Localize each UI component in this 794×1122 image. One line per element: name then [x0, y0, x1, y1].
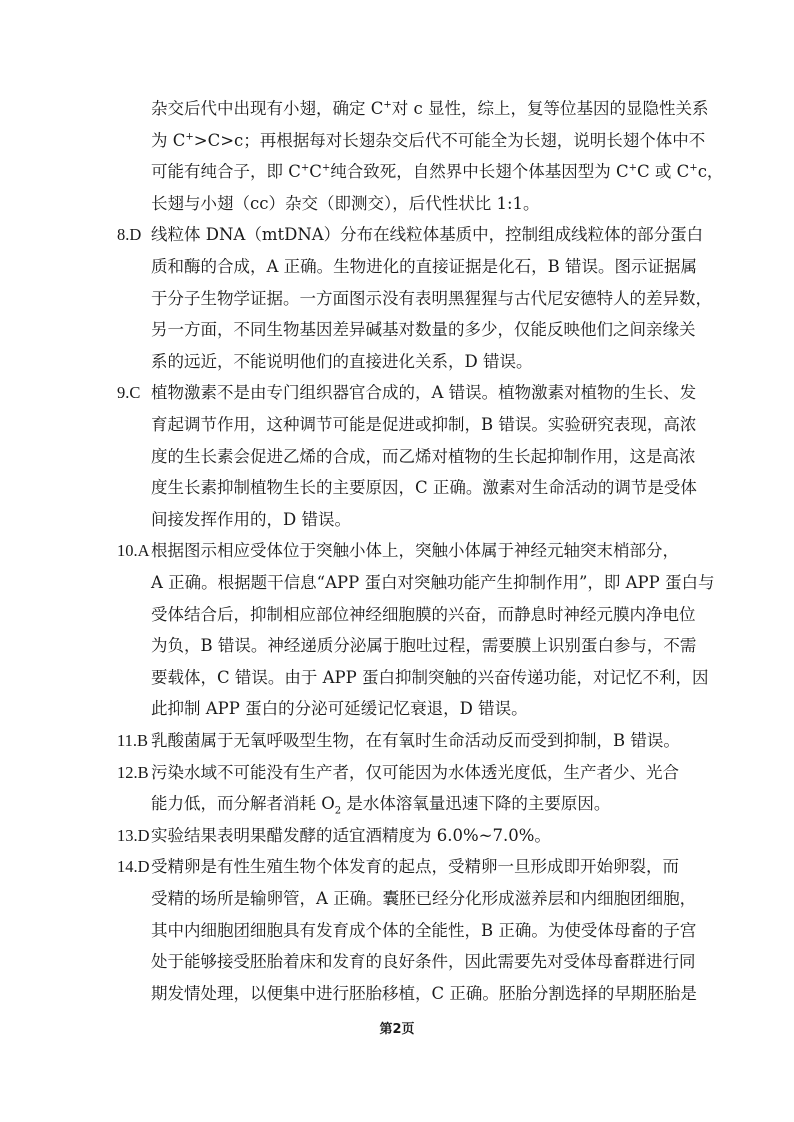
text-run: 系的远近，不能说明他们的直接进化关系，D 错误。 — [151, 351, 533, 371]
text-run: 育起调节作用，这种调节可能是促进或抑制，B 错误。实验研究表现，高浓 — [151, 415, 697, 434]
text-run: 要载体，C 错误。由于 APP 蛋白抑制突触的兴奋传递功能，对记忆不利，因 — [151, 667, 709, 687]
text-line — [151, 445, 696, 469]
text-line — [151, 508, 351, 532]
text-run: 度生长素抑制植物生长的主要原因，C 正确。激素对生命活动的调节是受体 — [151, 478, 697, 498]
text-run: 质和酶的合成，A 正确。生物进化的直接证据是化石，B 错误。图示证据属 — [151, 257, 698, 276]
text-run: 污染水域不可能没有生产者，仅可能因为水体透光度低，生产者少、光合 — [151, 762, 679, 782]
text-line — [151, 697, 528, 721]
text-run: 另一方面，不同生物基因差异碱基对数量的多少，仅能反映他们之间亲缘关 — [151, 320, 696, 340]
text-run: c， — [697, 162, 724, 182]
text-line — [151, 192, 540, 216]
text-run: 实验结果表明果醋发酵的适宜酒精度为 6.0%~7.0%。 — [151, 825, 551, 845]
question-number: 12.B — [117, 762, 149, 782]
question-number: 14.D — [117, 857, 150, 877]
question-number: 8.D — [117, 225, 142, 245]
text-run: 根据图示相应受体位于突触小体上，突触小体属于神经元轴突末梢部分， — [151, 541, 679, 561]
text-line — [151, 539, 679, 563]
text-run: 对 c 显性，综上，复等位基因的显隐性关系 — [391, 99, 709, 118]
text-run: 能力低，而分解者消耗 O — [151, 794, 335, 814]
text-run: 受体结合后，抑制相应部位神经细胞膜的兴奋，而静息时神经元膜内净电位 — [151, 604, 696, 624]
question-number: 9.C — [117, 383, 141, 403]
text-line — [151, 919, 696, 943]
superscript: + — [383, 99, 392, 111]
superscript: + — [185, 131, 194, 143]
text-line — [151, 855, 679, 879]
text-line — [151, 603, 696, 627]
text-line — [151, 160, 723, 184]
text-line — [151, 761, 679, 785]
text-line — [151, 571, 715, 595]
text-line — [151, 476, 697, 500]
superscript: + — [300, 162, 310, 174]
text-line — [151, 729, 680, 753]
text-line — [151, 255, 697, 279]
text-line — [151, 982, 697, 1006]
page-number: 第2页 — [379, 1022, 415, 1037]
text-line — [151, 287, 712, 311]
text-run: 杂交后代中出现有小翅，确定 C — [151, 99, 384, 118]
text-run: 其中内细胞团细胞具有发育成个体的全能性，B 正确。为使受体母畜的子宫 — [151, 920, 697, 940]
text-run: 此抑制 APP 蛋白的分泌可延缓记忆衰退，D 错误。 — [151, 699, 528, 719]
text-line — [151, 666, 708, 690]
text-run: 期发情处理，以便集中进行胚胎移植，C 正确。胚胎分割选择的早期胚胎是 — [151, 983, 697, 1003]
text-run: 于分子生物学证据。一方面图示没有表明黑猩猩与古代尼安德特人的差异数， — [151, 288, 712, 308]
text-run: 乳酸菌属于无氧呼吸型生物，在有氧时生命活动反而受到抑制，B 错误。 — [151, 731, 680, 750]
text-run: 植物激素不是由专门组织器官合成的，A 错误。植物激素对植物的生长、发 — [151, 383, 697, 403]
superscript: + — [689, 162, 698, 174]
text-line — [151, 97, 709, 121]
text-line — [151, 413, 696, 437]
text-line — [151, 318, 696, 342]
text-run: C — [309, 162, 322, 182]
text-run: 受精的场所是输卵管，A 正确。囊胚已经分化形成滋养层和内细胞团细胞， — [151, 889, 697, 908]
subscript: 2 — [334, 805, 342, 817]
question-number: 10.A — [117, 541, 150, 561]
text-line — [151, 950, 696, 974]
text-run: 长翅与小翅（cc）杂交（即测交），后代性状比 1:1。 — [151, 193, 540, 213]
text-run: >C>c；再根据每对长翅杂交后代不可能全为长翅，说明长翅个体中不 — [193, 130, 706, 150]
text-line — [151, 223, 703, 247]
question-number: 11.B — [117, 731, 149, 750]
text-run: 处于能够接受胚胎着床和发育的良好条件，因此需要先对受体母畜群进行同 — [151, 952, 696, 972]
text-run: 是水体溶氧量迅速下降的主要原因。 — [341, 794, 611, 814]
text-line — [151, 634, 696, 658]
text-run: 可能有纯合子，即 C — [151, 162, 301, 182]
text-run: 纯合致死，自然界中长翅个体基因型为 C — [330, 162, 629, 182]
text-run: 度的生长素会促进乙烯的合成，而乙烯对植物的生长起抑制作用，这是高浓 — [151, 446, 696, 466]
text-line — [151, 824, 551, 848]
text-run: 间接发挥作用的，D 错误。 — [151, 509, 351, 529]
superscript: + — [628, 162, 638, 174]
text-line — [151, 129, 705, 153]
text-line — [151, 887, 696, 911]
superscript: + — [321, 162, 331, 174]
text-run: 为负，B 错误。神经递质分泌属于胞吐过程，需要膜上识别蛋白参与，不需 — [151, 636, 697, 656]
text-run: 线粒体 DNA（mtDNA）分布在线粒体基质中，控制组成线粒体的部分蛋白 — [151, 225, 704, 245]
text-run: A 正确。根据题干信息“APP 蛋白对突触功能产生抑制作用”，即 APP 蛋白与 — [151, 573, 715, 592]
text-run: C 或 C — [637, 162, 690, 182]
text-line — [151, 350, 532, 374]
text-line — [151, 381, 696, 405]
text-run: 受精卵是有性生殖生物个体发育的起点，受精卵一旦形成即开始卵裂，而 — [151, 857, 679, 877]
text-line — [151, 792, 610, 816]
question-number: 13.D — [117, 825, 150, 845]
text-run: 为 C — [151, 130, 186, 150]
